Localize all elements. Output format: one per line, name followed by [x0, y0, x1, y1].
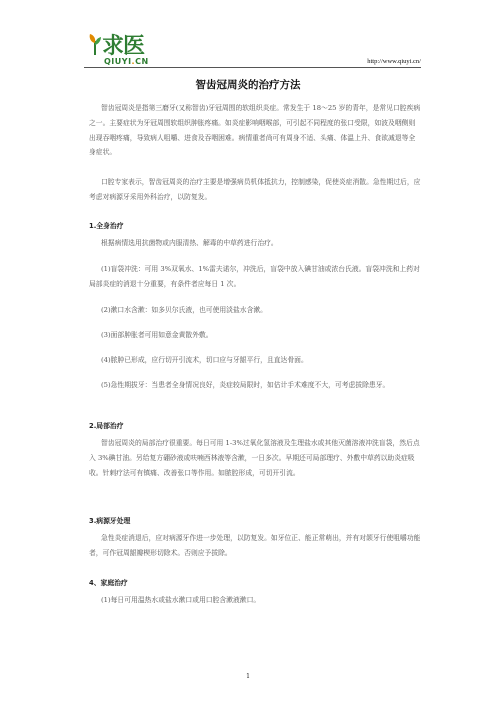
paragraph: 急性炎症消退后，应对病源牙作进一步处理，以防复发。如牙位正、能正常萌出，并有对颌牙行使咀嚼功能者，可作冠周龈瓣楔形切除术。否则应予拔除。	[89, 534, 421, 557]
paragraph: (3)面部肿胀者可用如意金黄散外敷。	[101, 331, 213, 339]
paragraph: (4)脓肿已形成，应行切开引流术，切口应与牙龈平行，且直达骨面。	[101, 356, 308, 364]
section-heading-3: 3.病源牙处理	[89, 517, 131, 525]
site-url[interactable]: http://www.qiuyi.cn/	[367, 58, 421, 65]
section-heading-1: 1.全身治疗	[89, 222, 124, 230]
paragraph: (2)漱口水含漱：如多贝尔氏液，也可使用淡盐水含漱。	[101, 306, 267, 314]
expert-paragraph: 口腔专家表示，智齿冠周炎的治疗主要是增强病员机体抵抗力，控制感染，促使炎症消散。急性期过后，应考虑对病源牙采用外科治疗，以防复发。	[89, 178, 421, 201]
intro-paragraph: 智齿冠周炎是指第三磨牙(又称智齿)牙冠周围的软组织炎症。常发生于 18～25 岁的青年，是常见口腔疾病之一。主要症状为牙冠周围软组织肿胀疼痛。如炎症影响咽喉部，可引起不同程度的张口受限，如波及咽侧则出现吞咽疼痛，导致病人咀嚼、进食及吞咽困难。病情重者尚可有周身不适、头痛、体温上升、食欲减退等全身症状。	[89, 104, 421, 157]
paragraph: (1)盲袋冲洗：可用 3%双氧水、1%雷夫诺尔，冲洗后，盲袋中放入碘甘油或浓台氏液。盲袋冲洗和上药对局部炎症的消退十分重要，有条件者应每日 1 次。	[89, 265, 420, 288]
logo-subtext: QIUYI.CN	[104, 57, 149, 66]
sprout-icon	[88, 33, 102, 55]
paragraph: (1)每日可用温热水或盐水漱口或用口腔含漱液漱口。	[101, 596, 261, 604]
paragraph: 智齿冠周炎的局部治疗很重要。每日可用 1-3%过氧化氢溶液及生理盐水或其他灭菌溶液冲洗盲袋，然后点入 3%碘甘油。另给复方硼砂液或呋喃西林液等含漱，一日多次。早期还可局部理疗、外敷中草药以助炎症吸收。针刺疗法可有镇痛、改善张口等作用。如脓腔形成，可切开引流。	[89, 439, 420, 477]
logo-text: 求医	[102, 34, 145, 59]
paragraph: 根据病情选用抗菌物或内服清热、解毒的中草药进行治疗。	[101, 239, 278, 247]
section-heading-4: 4、家庭治疗	[89, 579, 128, 587]
page-title: 智齿冠周炎的治疗方法	[195, 79, 301, 91]
header-divider	[84, 67, 421, 68]
page-number: 1	[246, 673, 250, 680]
section-heading-2: 2.局部治疗	[89, 422, 124, 430]
paragraph: (5)急性期拔牙：当患者全身情况良好，炎症较局限时，如估计手术难度不大，可考虑拔除患牙。	[101, 381, 390, 389]
